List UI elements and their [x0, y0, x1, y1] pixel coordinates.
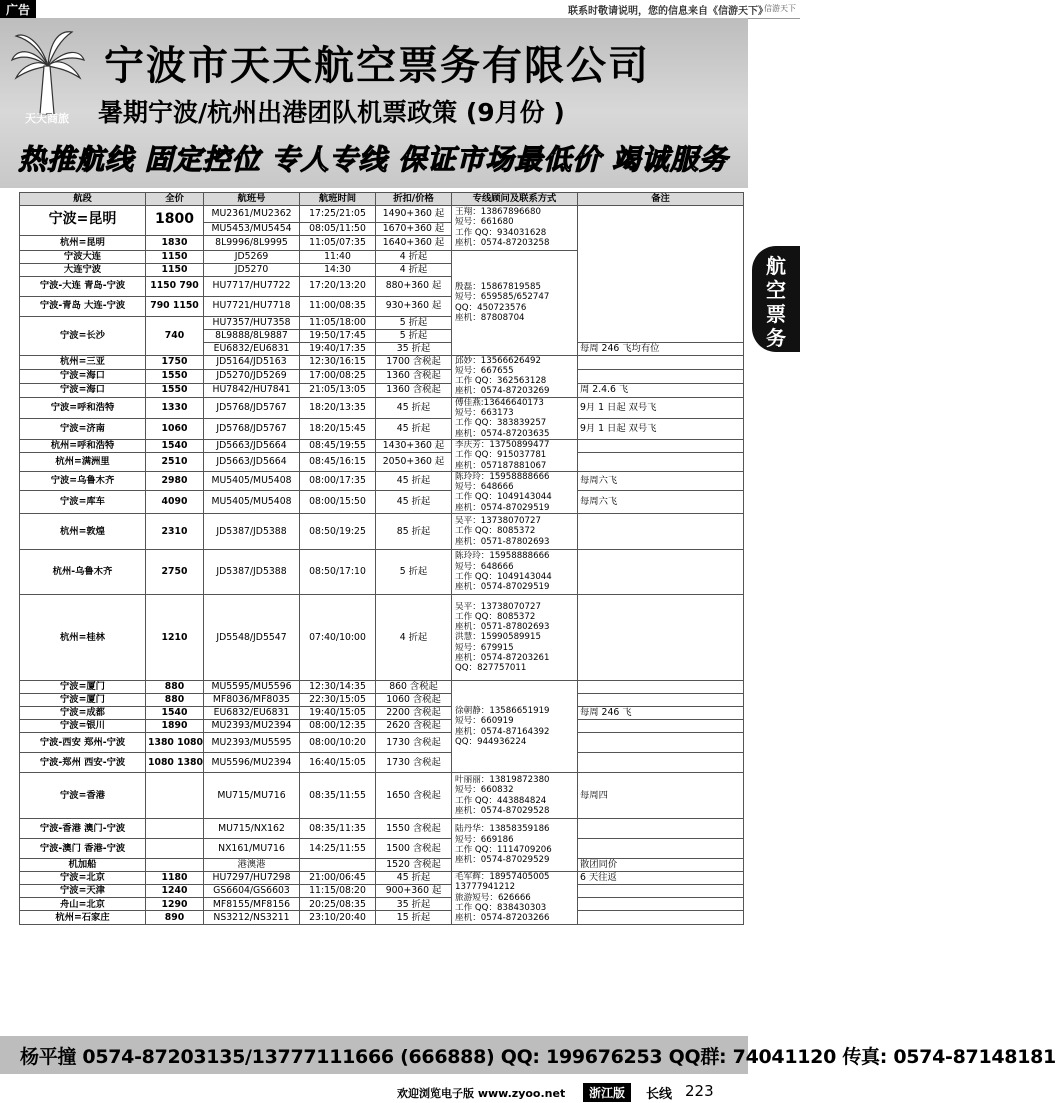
- discount-cell: 1490+360 起: [376, 205, 452, 222]
- time-cell: 16:40/15:05: [300, 753, 376, 773]
- price-cell: 790 1150: [146, 296, 204, 316]
- discount-cell: 45 折起: [376, 397, 452, 418]
- route-cell: 宁波-郑州 西安-宁波: [20, 753, 146, 773]
- page-number: 223: [685, 1082, 714, 1100]
- price-cell: 2310: [146, 514, 204, 550]
- price-cell: 2750: [146, 550, 204, 595]
- slogan: 热推航线 固定控位 专人专线 保证市场最低价 竭诚服务: [18, 143, 728, 176]
- company-title: 宁波市天天航空票务有限公司: [104, 43, 650, 89]
- col-header: 航班号: [204, 193, 300, 206]
- discount-cell: 860 含税起: [376, 681, 452, 694]
- time-cell: 17:00/08:25: [300, 369, 376, 383]
- note-cell: [578, 355, 744, 369]
- table-row: [20, 550, 744, 595]
- time-cell: 08:00/17:35: [300, 471, 376, 490]
- discount-cell: 1500 含税起: [376, 839, 452, 859]
- table-row: [20, 733, 744, 753]
- time-cell: 18:20/15:45: [300, 418, 376, 439]
- note-cell: 每周六飞: [578, 490, 744, 513]
- flight-cell: JD5269: [204, 250, 300, 263]
- route-cell: 宁波=北京: [20, 872, 146, 885]
- table-row: [20, 471, 744, 490]
- flight-cell: JD5548/JD5547: [204, 595, 300, 681]
- route-cell: 宁波=厦门: [20, 681, 146, 694]
- route-cell: 舟山=北京: [20, 898, 146, 911]
- time-cell: 21:00/06:45: [300, 872, 376, 885]
- side-tab-char: 空: [766, 278, 786, 302]
- side-tab-char: 票: [766, 302, 786, 326]
- time-cell: 08:50/17:10: [300, 550, 376, 595]
- price-cell: [146, 839, 204, 859]
- table-row: [20, 859, 744, 872]
- flight-cell: MU5596/MU2394: [204, 753, 300, 773]
- logo-text: 天天商旅: [25, 112, 69, 125]
- flight-cell: JD5663/JD5664: [204, 452, 300, 471]
- route-cell: 杭州=桂林: [20, 595, 146, 681]
- route-cell: 宁波大连: [20, 250, 146, 263]
- route-cell: 杭州=昆明: [20, 235, 146, 250]
- table-header-row: [20, 193, 744, 206]
- contact-cell: 陈玲玲：15958888666 短号：648666 工作 QQ：1049143044 座机：0574-87029519: [452, 550, 578, 595]
- col-header: 专线顾问及联系方式: [452, 193, 578, 206]
- route-cell: 宁波=乌鲁木齐: [20, 471, 146, 490]
- table-row: [20, 418, 744, 439]
- route-cell: 宁波=银川: [20, 720, 146, 733]
- note-cell: [578, 733, 744, 753]
- discount-cell: 1730 含税起: [376, 753, 452, 773]
- note-cell: [578, 720, 744, 733]
- route-cell: 宁波=海口: [20, 369, 146, 383]
- discount-cell: 5 折起: [376, 329, 452, 342]
- discount-cell: 1430+360 起: [376, 439, 452, 452]
- note-cell: [578, 839, 744, 859]
- flight-cell: JD5270: [204, 263, 300, 276]
- time-cell: 08:45/16:15: [300, 452, 376, 471]
- table-row: [20, 898, 744, 911]
- bottom-line: 长线: [646, 1087, 673, 1102]
- discount-cell: 45 折起: [376, 471, 452, 490]
- flight-cell: JD5270/JD5269: [204, 369, 300, 383]
- flight-cell: MU5595/MU5596: [204, 681, 300, 694]
- time-cell: 11:15/08:20: [300, 885, 376, 898]
- discount-cell: 1670+360 起: [376, 222, 452, 235]
- route-cell: 杭州=三亚: [20, 355, 146, 369]
- note-cell: [578, 205, 744, 342]
- price-cell: 1290: [146, 898, 204, 911]
- price-cell: 1240: [146, 885, 204, 898]
- price-cell: 1210: [146, 595, 204, 681]
- footer-contact-line: 杨平撞 0574-87203135/13777111666 (666888) QQ: 199676253 QQ群: 74041120 传真: 0574-87148181: [20, 1046, 1056, 1068]
- note-cell: [578, 819, 744, 839]
- price-cell: 740: [146, 316, 204, 355]
- price-cell: 2980: [146, 471, 204, 490]
- price-cell: 1550: [146, 369, 204, 383]
- table-row: [20, 205, 744, 222]
- flight-cell: MU5453/MU5454: [204, 222, 300, 235]
- time-cell: 07:40/10:00: [300, 595, 376, 681]
- route-cell: 宁波=厦门: [20, 694, 146, 707]
- note-cell: [578, 898, 744, 911]
- time-cell: 08:00/15:50: [300, 490, 376, 513]
- contact-cell: 毛军辉：18957405005 13777941212 旅游短号：626666 工作 QQ：838430303 座机：0574-87203266: [452, 872, 578, 924]
- time-cell: 12:30/16:15: [300, 355, 376, 369]
- flight-cell: NX161/MU716: [204, 839, 300, 859]
- time-cell: 11:05/18:00: [300, 316, 376, 329]
- flight-cell: EU6832/EU6831: [204, 707, 300, 720]
- flight-cell: MU715/MU716: [204, 773, 300, 819]
- contact-cell: 陈玲玲：15958888666 短号：648666 工作 QQ：1049143044 座机：0574-87029519: [452, 471, 578, 513]
- route-cell: 宁波-香港 澳门-宁波: [20, 819, 146, 839]
- flight-cell: HU7357/HU7358: [204, 316, 300, 329]
- discount-cell: 1650 含税起: [376, 773, 452, 819]
- route-cell: 宁波=长沙: [20, 316, 146, 355]
- note-cell: 6 天往返: [578, 872, 744, 885]
- route-cell: 宁波=香港: [20, 773, 146, 819]
- flight-cell: HU7717/HU7722: [204, 276, 300, 296]
- flight-cell: MU2393/MU5595: [204, 733, 300, 753]
- discount-cell: 880+360 起: [376, 276, 452, 296]
- table-row: [20, 490, 744, 513]
- note-cell: 9月 1 日起 双号飞: [578, 418, 744, 439]
- route-cell: 宁波=呼和浩特: [20, 397, 146, 418]
- flight-cell: HU7721/HU7718: [204, 296, 300, 316]
- flight-cell: JD5768/JD5767: [204, 397, 300, 418]
- note-cell: [578, 885, 744, 898]
- route-cell: 杭州-乌鲁木齐: [20, 550, 146, 595]
- discount-cell: 1520 含税起: [376, 859, 452, 872]
- price-cell: 1540: [146, 439, 204, 452]
- table-row: [20, 383, 744, 397]
- note-cell: [578, 753, 744, 773]
- flight-cell: JD5387/JD5388: [204, 514, 300, 550]
- table-row: [20, 595, 744, 681]
- discount-cell: 1550 含税起: [376, 819, 452, 839]
- col-header: 备注: [578, 193, 744, 206]
- time-cell: 08:45/19:55: [300, 439, 376, 452]
- route-cell: 杭州=敦煌: [20, 514, 146, 550]
- time-cell: 08:00/10:20: [300, 733, 376, 753]
- table-row: [20, 514, 744, 550]
- flight-cell: NS3212/NS3211: [204, 911, 300, 924]
- discount-cell: 5 折起: [376, 316, 452, 329]
- note-cell: 9月 1 日起 双号飞: [578, 397, 744, 418]
- discount-cell: 1360 含税起: [376, 369, 452, 383]
- time-cell: 23:10/20:40: [300, 911, 376, 924]
- flight-cell: JD5663/JD5664: [204, 439, 300, 452]
- discount-cell: 4 折起: [376, 250, 452, 263]
- table-row: [20, 694, 744, 707]
- flight-cell: 港澳港: [204, 859, 300, 872]
- policy-subtitle: 暑期宁波/杭州出港团队机票政策 (9月份 ): [98, 98, 565, 127]
- flight-cell: 8L9888/8L9887: [204, 329, 300, 342]
- contact-cell: 叶丽丽：13819872380 短号：660832 工作 QQ：443884824 座机：0574-87029528: [452, 773, 578, 819]
- time-cell: [300, 859, 376, 872]
- route-cell: 机加船: [20, 859, 146, 872]
- time-cell: 17:20/13:20: [300, 276, 376, 296]
- note-cell: 散团同价: [578, 859, 744, 872]
- discount-cell: 45 折起: [376, 418, 452, 439]
- price-cell: [146, 819, 204, 839]
- time-cell: 08:05/11:50: [300, 222, 376, 235]
- top-bar: [0, 0, 800, 19]
- flight-cell: 8L9996/8L9995: [204, 235, 300, 250]
- price-cell: 1060: [146, 418, 204, 439]
- note-cell: 周 2.4.6 飞: [578, 383, 744, 397]
- table-row: [20, 872, 744, 885]
- discount-cell: 2200 含税起: [376, 707, 452, 720]
- col-header: 全价: [146, 193, 204, 206]
- time-cell: 17:25/21:05: [300, 205, 376, 222]
- col-header: 折扣/价格: [376, 193, 452, 206]
- route-cell: 杭州=石家庄: [20, 911, 146, 924]
- price-cell: 1540: [146, 707, 204, 720]
- flight-cell: JD5387/JD5388: [204, 550, 300, 595]
- price-cell: 4090: [146, 490, 204, 513]
- time-cell: 21:05/13:05: [300, 383, 376, 397]
- price-cell: 1830: [146, 235, 204, 250]
- price-cell: [146, 859, 204, 872]
- price-cell: 890: [146, 911, 204, 924]
- table-row: [20, 439, 744, 452]
- contact-cell: 邱妙：13566626492 短号：667655 工作 QQ：362563128 座机：0574-87203269: [452, 355, 578, 397]
- time-cell: 19:50/17:45: [300, 329, 376, 342]
- price-cell: 1150 790: [146, 276, 204, 296]
- note-cell: [578, 439, 744, 452]
- table-row: [20, 707, 744, 720]
- route-cell: 宁波=成都: [20, 707, 146, 720]
- flight-cell: MU2393/MU2394: [204, 720, 300, 733]
- table-row: [20, 452, 744, 471]
- route-cell: 大连宁波: [20, 263, 146, 276]
- flight-cell: MU2361/MU2362: [204, 205, 300, 222]
- price-cell: 880: [146, 681, 204, 694]
- price-cell: 1180: [146, 872, 204, 885]
- col-header: 航段: [20, 193, 146, 206]
- contact-cell: 吴平：13738070727 工作 QQ：8085372 座机：0571-87802693 洪慧：15990589915 短号：679915 座机：0574-87203261 QQ：827757011: [452, 595, 578, 681]
- flight-cell: GS6604/GS6603: [204, 885, 300, 898]
- discount-cell: 85 折起: [376, 514, 452, 550]
- note-cell: [578, 452, 744, 471]
- top-note: 联系时敬请说明，您的信息来自《信游天下》: [568, 6, 768, 17]
- discount-cell: 4 折起: [376, 263, 452, 276]
- table-row: [20, 355, 744, 369]
- flight-cell: EU6832/EU6831: [204, 342, 300, 355]
- route-cell: 宁波-西安 郑州-宁波: [20, 733, 146, 753]
- time-cell: 08:35/11:35: [300, 819, 376, 839]
- flight-cell: MF8036/MF8035: [204, 694, 300, 707]
- side-tab: [752, 246, 800, 352]
- flight-cell: MU5405/MU5408: [204, 490, 300, 513]
- time-cell: 14:25/11:55: [300, 839, 376, 859]
- time-cell: 08:35/11:55: [300, 773, 376, 819]
- price-cell: 1150: [146, 250, 204, 263]
- flight-cell: JD5164/JD5163: [204, 355, 300, 369]
- note-cell: [578, 550, 744, 595]
- col-header: 航班时间: [300, 193, 376, 206]
- flight-cell: HU7842/HU7841: [204, 383, 300, 397]
- discount-cell: 45 折起: [376, 490, 452, 513]
- footer-contact-bar: [0, 1036, 1056, 1074]
- note-cell: 每周 246 飞均有位: [578, 342, 744, 355]
- contact-cell: 陆丹华：13858359186 短号：669186 工作 QQ：1114709206 座机：0574-87029529: [452, 819, 578, 872]
- side-tab-char: 务: [766, 326, 786, 350]
- table-row: [20, 911, 744, 924]
- time-cell: 22:30/15:05: [300, 694, 376, 707]
- flight-cell: HU7297/HU7298: [204, 872, 300, 885]
- side-tab-char: 航: [766, 254, 786, 278]
- note-cell: 每周六飞: [578, 471, 744, 490]
- discount-cell: 15 折起: [376, 911, 452, 924]
- time-cell: 18:20/13:35: [300, 397, 376, 418]
- discount-cell: 1360 含税起: [376, 383, 452, 397]
- time-cell: 20:25/08:35: [300, 898, 376, 911]
- note-cell: [578, 694, 744, 707]
- price-cell: 1330: [146, 397, 204, 418]
- time-cell: 08:00/12:35: [300, 720, 376, 733]
- time-cell: 19:40/15:05: [300, 707, 376, 720]
- discount-cell: 2620 含税起: [376, 720, 452, 733]
- price-cell: 1750: [146, 355, 204, 369]
- time-cell: 08:50/19:25: [300, 514, 376, 550]
- note-cell: [578, 514, 744, 550]
- table-row: [20, 720, 744, 733]
- table-row: [20, 839, 744, 859]
- contact-cell: 殷磊：15867819585 短号：659585/652747 QQ：450723576 座机：87808704: [452, 250, 578, 355]
- time-cell: 11:00/08:35: [300, 296, 376, 316]
- discount-cell: 930+360 起: [376, 296, 452, 316]
- fare-table: [19, 192, 744, 925]
- route-cell: 宁波=库车: [20, 490, 146, 513]
- price-cell: 1080 1380: [146, 753, 204, 773]
- price-cell: 1890: [146, 720, 204, 733]
- contact-cell: 李庆芳：13750899477 工作 QQ：915037781 座机：057187881067: [452, 439, 578, 471]
- note-cell: [578, 595, 744, 681]
- discount-cell: 1640+360 起: [376, 235, 452, 250]
- flight-cell: JD5768/JD5767: [204, 418, 300, 439]
- note-cell: [578, 369, 744, 383]
- time-cell: 11:05/07:35: [300, 235, 376, 250]
- table-row: [20, 753, 744, 773]
- table-row: [20, 885, 744, 898]
- route-cell: 宁波-青岛 大连-宁波: [20, 296, 146, 316]
- discount-cell: 1060 含税起: [376, 694, 452, 707]
- discount-cell: 1730 含税起: [376, 733, 452, 753]
- bottom-welcome: 欢迎浏览电子版 www.zyoo.net: [397, 1087, 566, 1100]
- discount-cell: 35 折起: [376, 342, 452, 355]
- discount-cell: 2050+360 起: [376, 452, 452, 471]
- route-cell: 宁波-澳门 香港-宁波: [20, 839, 146, 859]
- discount-cell: 900+360 起: [376, 885, 452, 898]
- table-row: [20, 397, 744, 418]
- contact-cell: 徐朝静：13586651919 短号：660919 座机：0574-87164392 QQ：944936224: [452, 681, 578, 773]
- discount-cell: 35 折起: [376, 898, 452, 911]
- route-cell: 宁波=昆明: [20, 205, 146, 235]
- time-cell: 19:40/17:35: [300, 342, 376, 355]
- route-cell: 宁波=海口: [20, 383, 146, 397]
- contact-cell: 傅佳燕:13646640173 短号：663173 工作 QQ：383839257 座机：0574-87203635: [452, 397, 578, 439]
- price-cell: 1380 1080: [146, 733, 204, 753]
- table-row: [20, 681, 744, 694]
- note-cell: [578, 911, 744, 924]
- flight-cell: MU715/NX162: [204, 819, 300, 839]
- price-cell: 1550: [146, 383, 204, 397]
- route-cell: 宁波-大连 青岛-宁波: [20, 276, 146, 296]
- route-cell: 杭州=满洲里: [20, 452, 146, 471]
- price-cell: [146, 773, 204, 819]
- price-cell: 880: [146, 694, 204, 707]
- note-cell: 每周四: [578, 773, 744, 819]
- discount-cell: 5 折起: [376, 550, 452, 595]
- table-row: [20, 369, 744, 383]
- note-cell: [578, 681, 744, 694]
- bottom-bar: [0, 1080, 800, 1103]
- time-cell: 12:30/14:35: [300, 681, 376, 694]
- price-cell: 1150: [146, 263, 204, 276]
- discount-cell: 4 折起: [376, 595, 452, 681]
- time-cell: 11:40: [300, 250, 376, 263]
- flight-cell: MU5405/MU5408: [204, 471, 300, 490]
- contact-cell: 王翔：13867896680 短号：661680 工作 QQ：934031628 座机：0574-87203258: [452, 205, 578, 250]
- flight-cell: MF8155/MF8156: [204, 898, 300, 911]
- route-cell: 杭州=呼和浩特: [20, 439, 146, 452]
- palm-logo-icon: [10, 26, 86, 116]
- bottom-edition: 浙江版: [583, 1083, 631, 1102]
- discount-cell: 45 折起: [376, 872, 452, 885]
- route-cell: 宁波=济南: [20, 418, 146, 439]
- top-logo: 信游天下: [764, 4, 796, 13]
- time-cell: 14:30: [300, 263, 376, 276]
- price-cell: 1800: [146, 205, 204, 235]
- contact-cell: 吴平：13738070727 工作 QQ：8085372 座机：0571-87802693: [452, 514, 578, 550]
- header-banner: [0, 18, 748, 188]
- route-cell: 宁波=天津: [20, 885, 146, 898]
- ad-label: 广告: [0, 0, 36, 19]
- note-cell: 每周 246 飞: [578, 707, 744, 720]
- table-row: [20, 773, 744, 819]
- price-cell: 2510: [146, 452, 204, 471]
- table-row: [20, 819, 744, 839]
- discount-cell: 1700 含税起: [376, 355, 452, 369]
